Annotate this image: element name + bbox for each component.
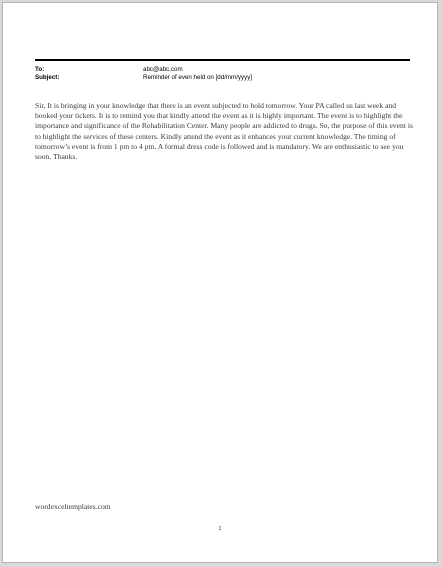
to-label: To:: [35, 66, 45, 73]
to-value: abc@abc.com: [143, 66, 183, 73]
subject-label: Subject:: [35, 74, 60, 81]
header-rule: [35, 59, 410, 61]
page-number: 1: [218, 526, 222, 532]
document-page: [2, 2, 438, 563]
footer-site: wordexceltemplates.com: [35, 502, 111, 511]
body-paragraph: Sir, It is bringing in your knowledge that there is an event subjected to hold tomorrow. Your PA called us last week and booked your tickets. It is to remind you that kindly attend the event as it is highly important. The event is to highlight the importance and significance of the Rehabilitation Center. Many people are addicted to drugs. So, the purpose of this event is to highlight the services of these centers. Kindly attend the event as it enhances your current knowledge. The timing of tomorrow’s event is from 1 pm to 4 pm. A formal dress code is followed and is mandatory. We are enthusiastic to see you soon. Thanks.: [35, 101, 413, 162]
subject-value: Reminder of even held on [dd/mm/yyyy]: [143, 74, 253, 81]
